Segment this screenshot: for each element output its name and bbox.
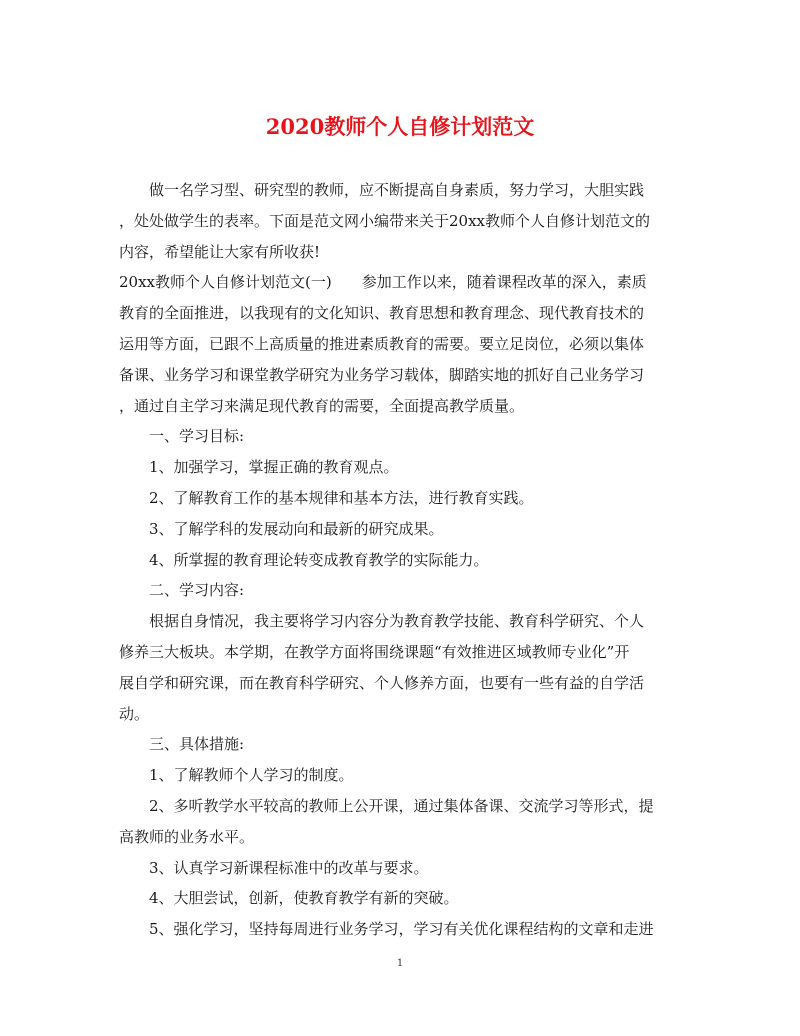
paragraph-line: 备课、业务学习和课堂教学研究为业务学习载体，脚踏实地的抓好自己业务学习	[119, 365, 645, 384]
paragraph-line: ，处处做学生的表率。下面是范文网小编带来关于20xx教师个人自修计划范文的	[119, 211, 651, 230]
paragraph-line: 内容，希望能让大家有所收获!	[119, 242, 321, 261]
list-item: 3、认真学习新课程标准中的改革与要求。	[149, 858, 429, 877]
paragraph-line: ，通过自主学习来满足现代教育的需要，全面提高教学质量。	[119, 396, 525, 415]
paragraph-line: 根据自身情况，我主要将学习内容分为教育教学技能、教育科学研究、个人	[149, 612, 645, 631]
paragraph-line: 教育的全面推进，以我现有的文化知识、教育思想和教育理念、现代教育技术的	[119, 304, 645, 323]
paragraph-line: 动。	[119, 704, 150, 723]
paragraph-line: 展自学和研究课，而在教育科学研究、个人修养方面，也要有一些有益的自学活	[119, 673, 645, 692]
section-heading: 二、学习内容:	[149, 581, 245, 600]
section-heading: 三、具体措施:	[149, 735, 245, 754]
list-item: 3、了解学科的发展动向和最新的研究成果。	[149, 519, 444, 538]
paragraph-line: 20xx教师个人自修计划范文(一) 参加工作以来，随着课程改革的深入，素质	[119, 273, 647, 292]
document-body	[119, 175, 681, 945]
paragraph-line: 运用等方面，已跟不上高质量的推进素质教育的需要。要立足岗位，必须以集体	[119, 334, 645, 353]
list-item: 4、所掌握的教育理论转变成教育教学的实际能力。	[149, 550, 489, 569]
paragraph-line: 修养三大板块。本学期，在教学方面将围绕课题“有效推进区域教师专业化”开	[119, 642, 630, 661]
list-item: 5、强化学习，坚持每周进行业务学习，学习有关优化课程结构的文章和走进	[149, 920, 654, 939]
section-heading: 一、学习目标:	[149, 427, 245, 446]
paragraph-line: 做一名学习型、研究型的教师，应不断提高自身素质，努力学习，大胆实践	[149, 181, 645, 199]
document-title: 2020教师个人自修计划范文	[265, 114, 535, 139]
page-number: 1	[396, 958, 404, 969]
list-item: 4、大胆尝试，创新，使教育教学有新的突破。	[149, 889, 459, 908]
list-item: 1、加强学习，掌握正确的教育观点。	[149, 458, 399, 477]
list-item: 2、了解教育工作的基本规律和基本方法，进行教育实践。	[149, 488, 534, 507]
list-item: 2、多听教学水平较高的教师上公开课，通过集体备课、交流学习等形式，提	[149, 796, 654, 815]
list-item-continuation: 高教师的业务水平。	[119, 827, 255, 846]
list-item: 1、了解教师个人学习的制度。	[149, 766, 354, 785]
